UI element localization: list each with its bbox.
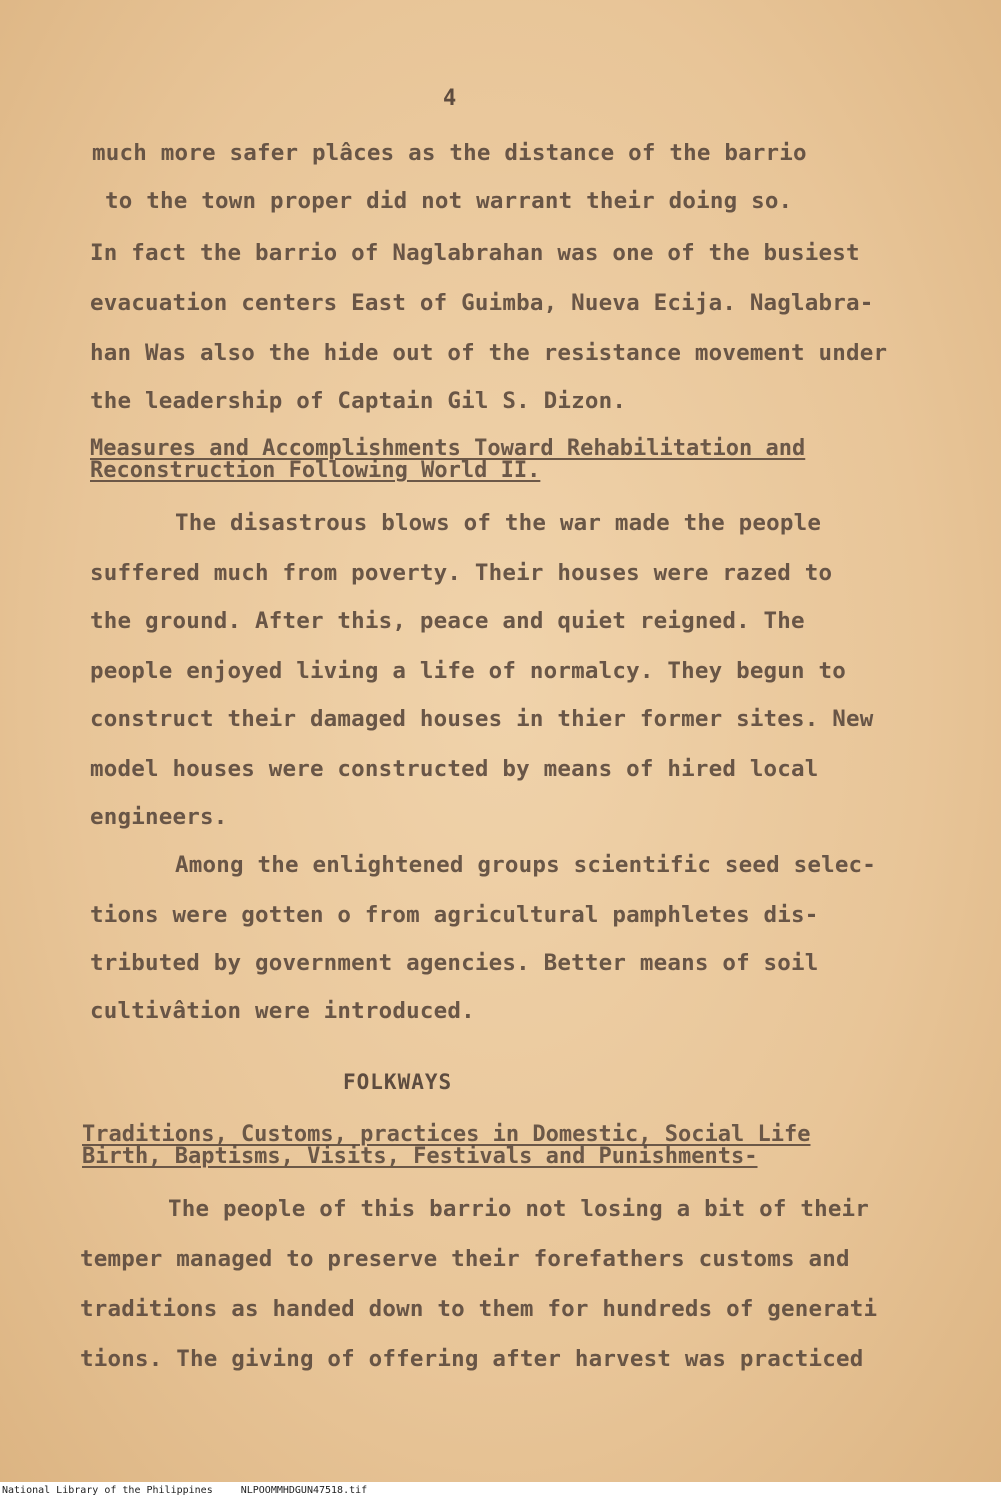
- footer-library: National Library of the Philippines: [2, 1485, 213, 1496]
- paragraph-2-line-4: people enjoyed living a life of normalcy. They begun to: [90, 658, 847, 684]
- paragraph-3-line-1: Among the enlightened groups scientific seed selec-: [175, 852, 877, 878]
- paragraph-2-line-2: suffered much from poverty. Their houses were razed to: [90, 560, 833, 586]
- paragraph-1-line-6: the leadership of Captain Gil S. Dizon.: [90, 388, 627, 414]
- paragraph-4-line-4: tions. The giving of offering after harvest was practiced: [80, 1346, 864, 1372]
- paragraph-2-line-7: engineers.: [90, 804, 228, 830]
- section-title: FOLKWAYS: [343, 1070, 453, 1094]
- heading-2-line-2: Birth, Baptisms, Visits, Festivals and Punishments-: [82, 1144, 758, 1169]
- paragraph-1-line-2: to the town proper did not warrant their doing so.: [105, 188, 793, 214]
- paragraph-4-line-1: The people of this barrio not losing a bit of their: [168, 1196, 870, 1222]
- footer-file: NLPOOMMHDGUN47518.tif: [240, 1485, 368, 1496]
- page-number: 4: [443, 86, 457, 111]
- paragraph-3-line-2: tions were gotten o from agricultural pamphletes dis-: [90, 902, 819, 928]
- paragraph-2-line-1: The disastrous blows of the war made the people: [175, 510, 822, 536]
- paragraph-2-line-3: the ground. After this, peace and quiet reigned. The: [90, 608, 805, 634]
- paragraph-3-line-3: tributed by government agencies. Better means of soil: [90, 950, 819, 976]
- paragraph-4-line-3: traditions as handed down to them for hundreds of generati: [80, 1296, 878, 1322]
- paragraph-2-line-6: model houses were constructed by means of hired local: [90, 756, 819, 782]
- heading-2-line-1: Traditions, Customs, practices in Domestic, Social Life: [82, 1122, 811, 1147]
- paragraph-2-line-5: construct their damaged houses in thier former sites. New: [90, 706, 874, 732]
- paragraph-1-line-4: evacuation centers East of Guimba, Nueva Ecija. Naglabra-: [90, 290, 874, 316]
- heading-1-line-2: Reconstruction Following World II.: [90, 458, 541, 483]
- paragraph-3-line-4: cultivâtion were introduced.: [90, 998, 475, 1024]
- paragraph-1-line-1: much more safer plâces as the distance of the barrio: [92, 140, 807, 166]
- paragraph-1-line-3: In fact the barrio of Naglabrahan was one of the busiest: [90, 240, 860, 266]
- scan-footer: [0, 1482, 1001, 1500]
- heading-1-line-1: Measures and Accomplishments Toward Rehabilitation and: [90, 436, 806, 461]
- paragraph-4-line-2: temper managed to preserve their forefathers customs and: [80, 1246, 850, 1272]
- paragraph-1-line-5: han Was also the hide out of the resistance movement under: [90, 340, 888, 366]
